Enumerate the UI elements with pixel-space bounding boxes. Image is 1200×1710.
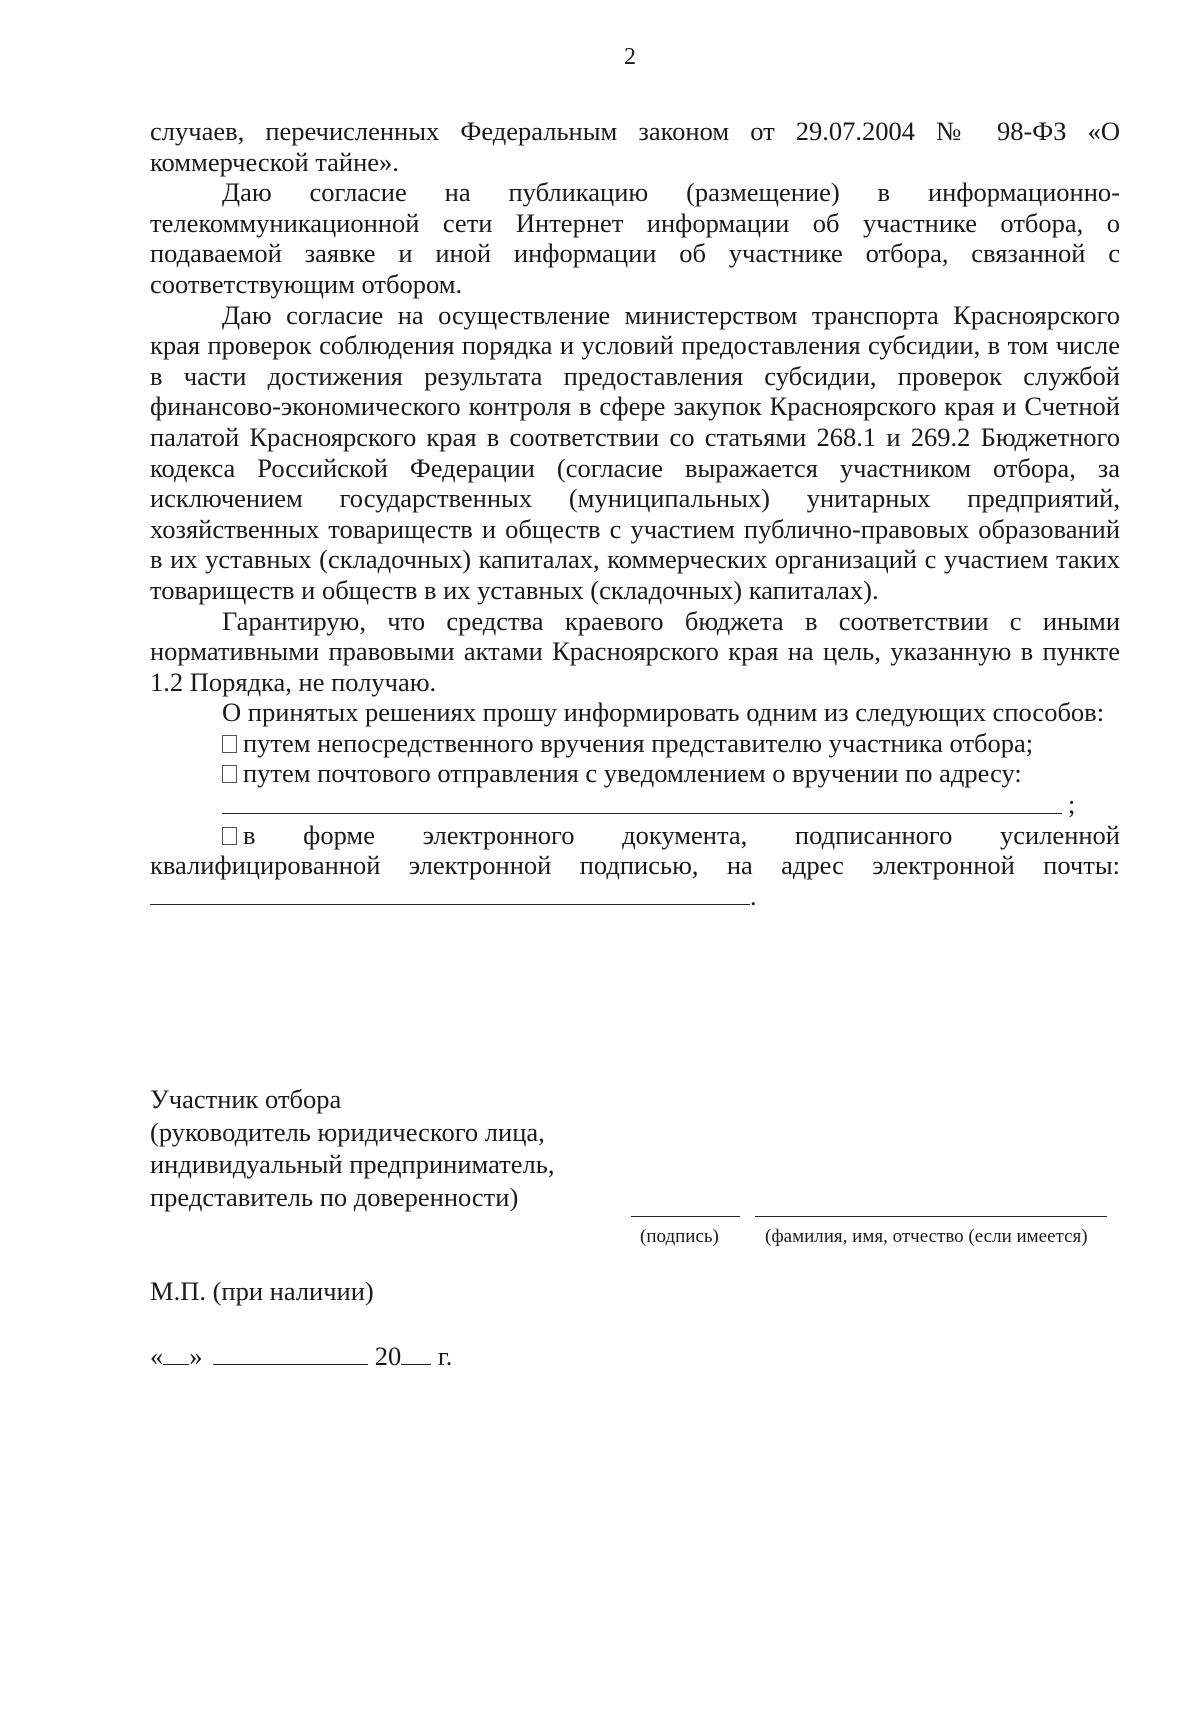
paragraph-notification-methods: О принятых решениях прошу информировать одним из следующих способов: [222, 697, 1105, 728]
year-field[interactable] [401, 1344, 431, 1365]
year-suffix: г. [437, 1341, 453, 1371]
seal-placeholder: М.П. (при наличии) [150, 1276, 374, 1306]
date-close-quote: » [189, 1341, 203, 1371]
option-electronic-delivery [150, 820, 1120, 912]
option-personal-delivery [150, 728, 1120, 759]
year-prefix: 20 [374, 1341, 402, 1371]
option-electronic-delivery-label: в форме электронного документа, подписанного усиленной квалифицированной электронной подписью, на адрес электронной почты: [150, 819, 1120, 881]
checkbox-electronic-delivery[interactable] [222, 827, 237, 845]
option-personal-delivery-label: путем непосредственного вручения представителю участника отбора; [243, 727, 1034, 758]
paragraph-inspection-consent: Даю согласие на осуществление министерством транспорта Красноярского края проверок соблюдения порядка и условий предоставления субсидии, в том числе в части достижения результата предоставления субсидии, проверок службой финансово-экономического контроля в сфере закупок Красноярского края и Счетной палатой Красноярского края в соответствии со статьями 268.1 и 269.2 Бюджетного кодекса Российской Федерации (согласие выражается участником отбора, за исключением государственных (муниципальных) унитарных предприятий, хозяйственных товариществ и обществ с участием публично-правовых образований в их уставных (складочных) капиталах, коммерческих организаций с участием таких товариществ и обществ в их уставных (складочных) капиталах). [150, 299, 1120, 605]
date-open-quote: « [150, 1341, 164, 1371]
paragraph-publication-consent: Даю согласие на публикацию (размещение) в информационно-телекоммуникационной сети Интернет информации об участнике отбора, о подаваемой заявке и иной информации об участнике отбора, связанной с соответствующим отбором. [150, 177, 1120, 299]
signer-role-line-2: индивидуальный предприниматель, [150, 1149, 555, 1179]
checkbox-postal-delivery[interactable] [222, 765, 237, 783]
postal-address-end: ; [1068, 789, 1076, 820]
option-postal-delivery [150, 758, 1120, 789]
document-body [150, 116, 1120, 911]
signature-caption: (подпись) [640, 1226, 719, 1247]
email-address-field[interactable] [150, 882, 750, 905]
signature-field[interactable] [631, 1216, 740, 1217]
checkbox-personal-delivery[interactable] [222, 735, 237, 753]
signer-role-line-1: (руководитель юридического лица, [150, 1116, 545, 1147]
day-field[interactable] [163, 1344, 189, 1365]
signer-title: Участник отбора [150, 1084, 342, 1114]
page-number: 2 [624, 44, 636, 70]
paragraph-budget-guarantee: Гарантирую, что средства краевого бюджета в соответствии с иными нормативными правовыми актами Красноярского края на цель, указанную в пункте 1.2 Порядка, не получаю. [150, 605, 1120, 697]
full-name-field[interactable] [755, 1216, 1107, 1217]
signer-role-line-3: представитель по доверенности) [150, 1181, 519, 1212]
option-postal-delivery-label: путем почтового отправления с уведомлением о вручении по адресу: [243, 758, 1022, 789]
full-name-caption: (фамилия, имя, отчество (если имеется) [765, 1226, 1088, 1247]
signature-block [150, 1083, 554, 1213]
postal-address-field[interactable] [150, 789, 1120, 820]
month-field[interactable] [213, 1344, 368, 1365]
postal-address-underline [222, 813, 1062, 814]
paragraph-commercial-secret: случаев, перечисленных Федеральным законом от 29.07.2004 № 98-ФЗ «О коммерческой тайне». [150, 116, 1120, 177]
date-row [150, 1341, 452, 1372]
email-address-end: . [750, 880, 757, 911]
